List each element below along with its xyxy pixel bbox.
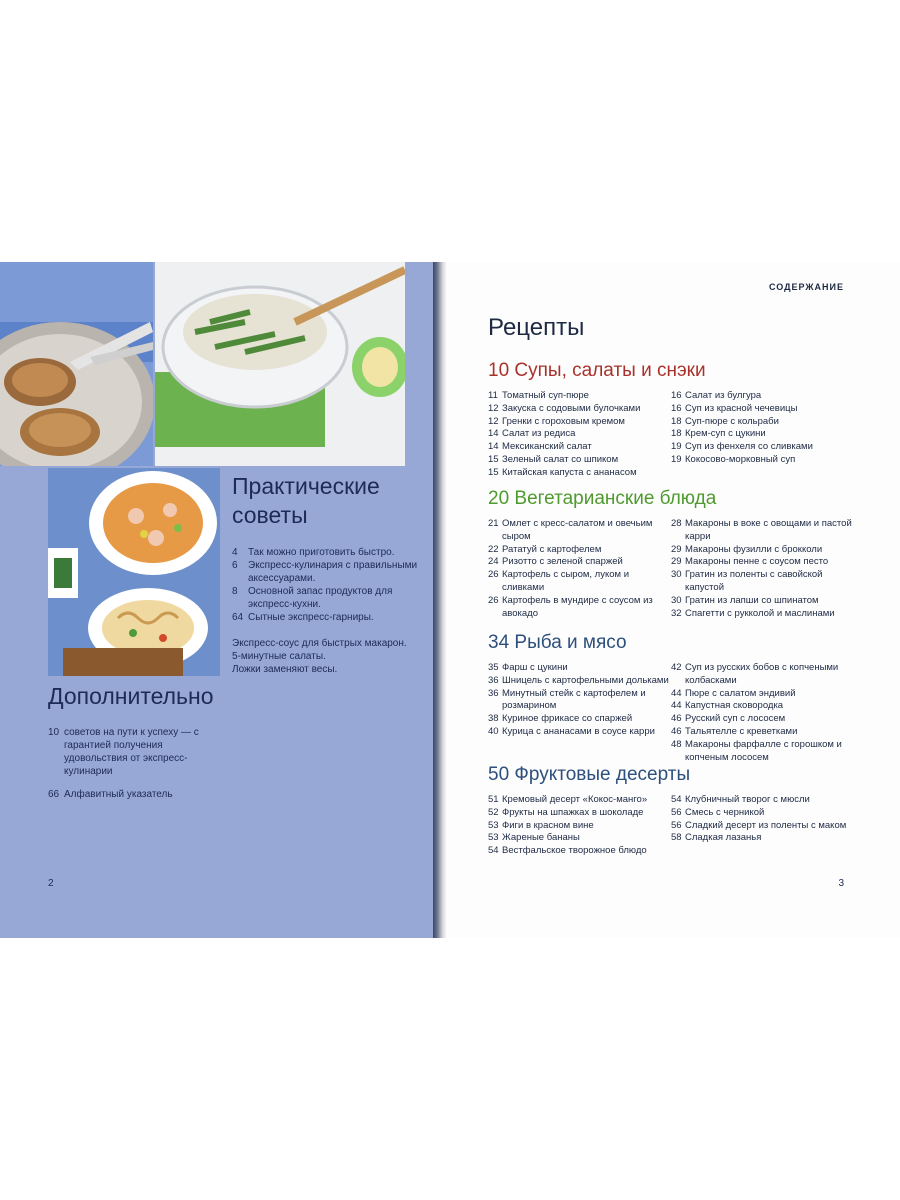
toc-page-number: 12 (488, 415, 499, 427)
section-columns (488, 794, 858, 858)
toc-page-number: 30 (671, 594, 682, 606)
toc-page-number: 14 (488, 428, 499, 440)
toc-recipe-title: Вестфальское творожное блюдо (502, 845, 647, 857)
toc-recipe-title: Китайская капуста с ананасом (502, 466, 637, 478)
toc-entry[interactable] (488, 569, 671, 595)
toc-page-number: 30 (671, 569, 682, 581)
toc-recipe-title: Суп-пюре с кольраби (685, 415, 779, 427)
extra-item[interactable] (48, 726, 218, 778)
toc-entry[interactable] (488, 726, 671, 739)
soup-pasta-photo (48, 468, 220, 676)
toc-entry[interactable] (488, 845, 671, 858)
tip-item[interactable] (232, 611, 428, 624)
extra-page: 10 (48, 727, 60, 738)
toc-column (488, 390, 671, 480)
toc-entry[interactable] (488, 403, 671, 416)
toc-recipe-title: Зеленый салат со шпиком (502, 453, 619, 465)
toc-recipe-title: Макароны в воке с овощами и пастой карри (685, 518, 852, 542)
toc-page-number: 40 (488, 725, 499, 737)
toc-page-number: 53 (488, 819, 499, 831)
toc-page-number: 18 (671, 415, 682, 427)
toc-recipe-title: Макароны фузилли с брокколи (685, 543, 823, 555)
toc-entry[interactable] (671, 688, 857, 701)
toc-recipe-title: Фарш с цукини (502, 662, 568, 673)
section-heading[interactable]: 34 Рыба и мясо (488, 632, 627, 653)
toc-entry[interactable] (488, 428, 671, 441)
recipes-title: Рецепты (488, 314, 585, 341)
toc-entry[interactable] (671, 390, 857, 403)
toc-recipe-title: Капустная сковородка (685, 700, 784, 712)
toc-page-number: 16 (671, 390, 682, 401)
toc-recipe-title: Кокосово-морковный суп (685, 453, 796, 465)
toc-recipe-title: Пюре с салатом эндивий (685, 687, 796, 699)
toc-entry[interactable] (671, 595, 857, 608)
extra-text: советов на пути к успеху — с гарантией получения удовольствия от экспресс-кулинарии (64, 727, 199, 777)
toc-page-number: 19 (671, 441, 682, 453)
toc-entry[interactable] (671, 700, 857, 713)
toc-entry[interactable] (671, 820, 857, 833)
toc-entry[interactable] (671, 416, 857, 429)
tip-item[interactable] (232, 559, 428, 585)
toc-recipe-title: Смесь с черникой (685, 806, 765, 818)
section-fruit-desserts (488, 764, 858, 858)
toc-entry[interactable] (671, 518, 857, 544)
section-columns (488, 390, 858, 480)
toc-page-number: 19 (671, 453, 682, 465)
toc-page-number: 38 (488, 713, 499, 725)
toc-entry[interactable] (488, 556, 671, 569)
toc-page-number: 32 (671, 607, 682, 619)
toc-page-number: 26 (488, 569, 499, 581)
toc-page-number: 24 (488, 556, 499, 568)
tip-text: Экспресс-кулинария с правильными аксессуарами. (248, 560, 418, 584)
extra-title: Дополнительно (48, 683, 214, 709)
section-heading[interactable]: 50 Фруктовые десерты (488, 764, 691, 785)
toc-recipe-title: Курица с ананасами в соусе карри (502, 725, 655, 737)
tip-item[interactable] (232, 546, 428, 559)
toc-page-number: 36 (488, 674, 499, 686)
toc-page-number: 48 (671, 738, 682, 750)
toc-page-number: 15 (488, 466, 499, 478)
toc-recipe-title: Клубничный творог с мюсли (685, 794, 810, 805)
toc-column (671, 390, 857, 480)
toc-entry[interactable] (671, 556, 857, 569)
right-page-number: 3 (838, 878, 844, 889)
tips-title (232, 472, 380, 530)
toc-recipe-title: Гратин из поленты с савойской капустой (685, 569, 823, 593)
toc-entry[interactable] (671, 726, 857, 739)
toc-page-number: 16 (671, 402, 682, 414)
toc-column (671, 518, 857, 620)
toc-page-number: 35 (488, 662, 499, 673)
toc-page-number: 12 (488, 402, 499, 414)
toc-recipe-title: Минутный стейк с картофелем и розмарином (502, 687, 646, 712)
toc-entry[interactable] (488, 518, 671, 544)
right-page (447, 262, 900, 938)
toc-recipe-title: Томатный суп-пюре (502, 390, 589, 401)
toc-recipe-title: Макароны пенне с соусом песто (685, 556, 829, 568)
toc-page-number: 52 (488, 806, 499, 818)
toc-page-number: 54 (488, 845, 499, 857)
extra-text: Алфавитный указатель (64, 789, 173, 800)
toc-entry[interactable] (671, 569, 857, 595)
toc-recipe-title: Салат из редиса (502, 428, 576, 440)
toc-entry[interactable] (488, 807, 671, 820)
section-soups (488, 360, 858, 480)
toc-column (488, 794, 671, 858)
toc-page-number: 15 (488, 453, 499, 465)
toc-recipe-title: Омлет с кресс-салатом и овечьим сыром (502, 518, 653, 542)
toc-recipe-title: Суп из русских бобов с копчеными колбасками (685, 662, 839, 686)
toc-recipe-title: Мексиканский салат (502, 441, 592, 453)
toc-page-number: 36 (488, 687, 499, 699)
toc-recipe-title: Русский суп с лососем (685, 713, 786, 725)
toc-recipe-title: Гренки с гороховым кремом (502, 415, 625, 427)
plain-tips-list (232, 637, 428, 676)
tip-item[interactable] (232, 585, 428, 611)
toc-entry[interactable] (488, 794, 671, 807)
left-page-number: 2 (48, 878, 54, 889)
toc-column (488, 662, 671, 764)
toc-page-number: 22 (488, 543, 499, 555)
toc-recipe-title: Суп из фенхеля со сливками (685, 441, 813, 453)
toc-page-number: 56 (671, 806, 682, 818)
toc-recipe-title: Сладкая лазанья (685, 832, 762, 844)
toc-entry[interactable] (488, 832, 671, 845)
toc-entry[interactable] (671, 794, 857, 807)
tip-page: 6 (232, 560, 238, 571)
toc-page-number: 11 (488, 390, 498, 401)
toc-recipe-title: Кремовый десерт «Кокос-манго» (502, 794, 648, 805)
toc-entry[interactable] (488, 675, 671, 688)
toc-recipe-title: Жареные бананы (502, 832, 580, 844)
toc-page-number: 14 (488, 441, 499, 453)
toc-recipe-title: Гратин из лапши со шпинатом (685, 594, 819, 606)
toc-page-number: 44 (671, 687, 682, 699)
toc-recipe-title: Сладкий десерт из поленты с маком (685, 819, 847, 831)
toc-entry[interactable] (488, 416, 671, 429)
toc-page-number: 54 (671, 794, 682, 805)
toc-entry[interactable] (488, 441, 671, 454)
toc-page-number: 46 (671, 713, 682, 725)
toc-recipe-title: Куриное фрикасе со спаржей (502, 713, 633, 725)
toc-recipe-title: Салат из булгура (685, 390, 762, 401)
toc-entry[interactable] (488, 454, 671, 467)
toc-recipe-title: Рататуй с картофелем (502, 543, 602, 555)
toc-page-number: 58 (671, 832, 682, 844)
toc-entry[interactable] (671, 832, 857, 845)
toc-entry[interactable] (488, 595, 671, 621)
toc-entry[interactable] (671, 713, 857, 726)
toc-entry[interactable] (671, 739, 857, 765)
toc-entry[interactable] (671, 544, 857, 557)
toc-recipe-title: Фрукты на шпажках в шоколаде (502, 806, 644, 818)
plain-tip: Экспресс-соус для быстрых макарон. (232, 638, 407, 649)
toc-recipe-title: Макароны фарфалле с горошком и копченым лососем (685, 738, 842, 763)
toc-column (671, 662, 857, 764)
section-heading[interactable]: 20 Вегетарианские блюда (488, 488, 717, 509)
toc-entry[interactable] (671, 662, 857, 688)
toc-page-number: 18 (671, 428, 682, 440)
toc-recipe-title: Картофель в мундире с соусом из авокадо (502, 594, 653, 619)
toc-page-number: 51 (488, 794, 499, 805)
toc-recipe-title: Тальятелле с креветками (685, 725, 798, 737)
toc-entry[interactable] (671, 428, 857, 441)
tip-text: Сытные экспресс-гарниры. (248, 612, 374, 623)
toc-recipe-title: Ризотто с зеленой спаржей (502, 556, 623, 568)
toc-page-number: 29 (671, 556, 682, 568)
toc-entry[interactable] (488, 390, 671, 403)
tip-text: Так можно приготовить быстро. (248, 547, 395, 558)
extra-item[interactable] (48, 788, 408, 801)
toc-page-number: 46 (671, 725, 682, 737)
section-columns (488, 662, 858, 764)
tip-page: 64 (232, 612, 244, 623)
pan-steak-photo (0, 262, 153, 466)
extra-list (48, 726, 408, 811)
toc-recipe-title: Шницель с картофельными дольками (502, 674, 669, 686)
section-columns (488, 518, 858, 620)
toc-page-number: 53 (488, 832, 499, 844)
toc-entry[interactable] (671, 454, 857, 467)
toc-entry[interactable] (488, 820, 671, 833)
toc-entry[interactable] (488, 713, 671, 726)
toc-column (671, 794, 857, 858)
tips-list (232, 546, 428, 624)
toc-recipe-title: Закуска с содовыми булочками (502, 402, 641, 414)
toc-entry[interactable] (488, 688, 671, 714)
plain-tip: Ложки заменяют весы. (232, 664, 338, 675)
toc-page-number: 29 (671, 543, 682, 555)
toc-entry[interactable] (488, 662, 671, 675)
toc-entry[interactable] (488, 544, 671, 557)
toc-column (488, 518, 671, 620)
section-heading[interactable]: 10 Супы, салаты и снэки (488, 360, 706, 381)
toc-page-number: 56 (671, 819, 682, 831)
running-head: СОДЕРЖАНИЕ (768, 282, 844, 292)
risotto-photo (155, 262, 405, 466)
toc-entry[interactable] (488, 467, 671, 480)
left-page (0, 262, 433, 938)
toc-recipe-title: Фиги в красном вине (502, 819, 594, 831)
toc-entry[interactable] (671, 441, 857, 454)
book-spread (0, 262, 900, 938)
toc-recipe-title: Суп из красной чечевицы (685, 402, 798, 414)
toc-page-number: 26 (488, 594, 499, 606)
extra-page: 66 (48, 789, 60, 800)
tips-title-line1: Практические (232, 473, 380, 499)
toc-recipe-title: Крем-суп с цукини (685, 428, 766, 440)
plain-tip: 5-минутные салаты. (232, 651, 326, 662)
book-gutter (433, 262, 447, 938)
tip-page: 4 (232, 547, 238, 558)
toc-recipe-title: Спагетти с рукколой и маслинами (685, 607, 835, 619)
toc-entry[interactable] (671, 403, 857, 416)
toc-entry[interactable] (671, 807, 857, 820)
section-fish-meat (488, 632, 858, 764)
toc-recipe-title: Картофель с сыром, луком и сливками (502, 569, 629, 593)
toc-page-number: 44 (671, 700, 682, 712)
tips-title-line2: советы (232, 502, 308, 528)
tip-page: 8 (232, 586, 238, 597)
tip-text: Основной запас продуктов для экспресс-кухни. (248, 586, 393, 610)
toc-page-number: 42 (671, 662, 682, 673)
toc-entry[interactable] (671, 608, 857, 621)
toc-page-number: 21 (488, 518, 499, 529)
section-vegetarian (488, 488, 858, 620)
toc-page-number: 28 (671, 518, 682, 529)
